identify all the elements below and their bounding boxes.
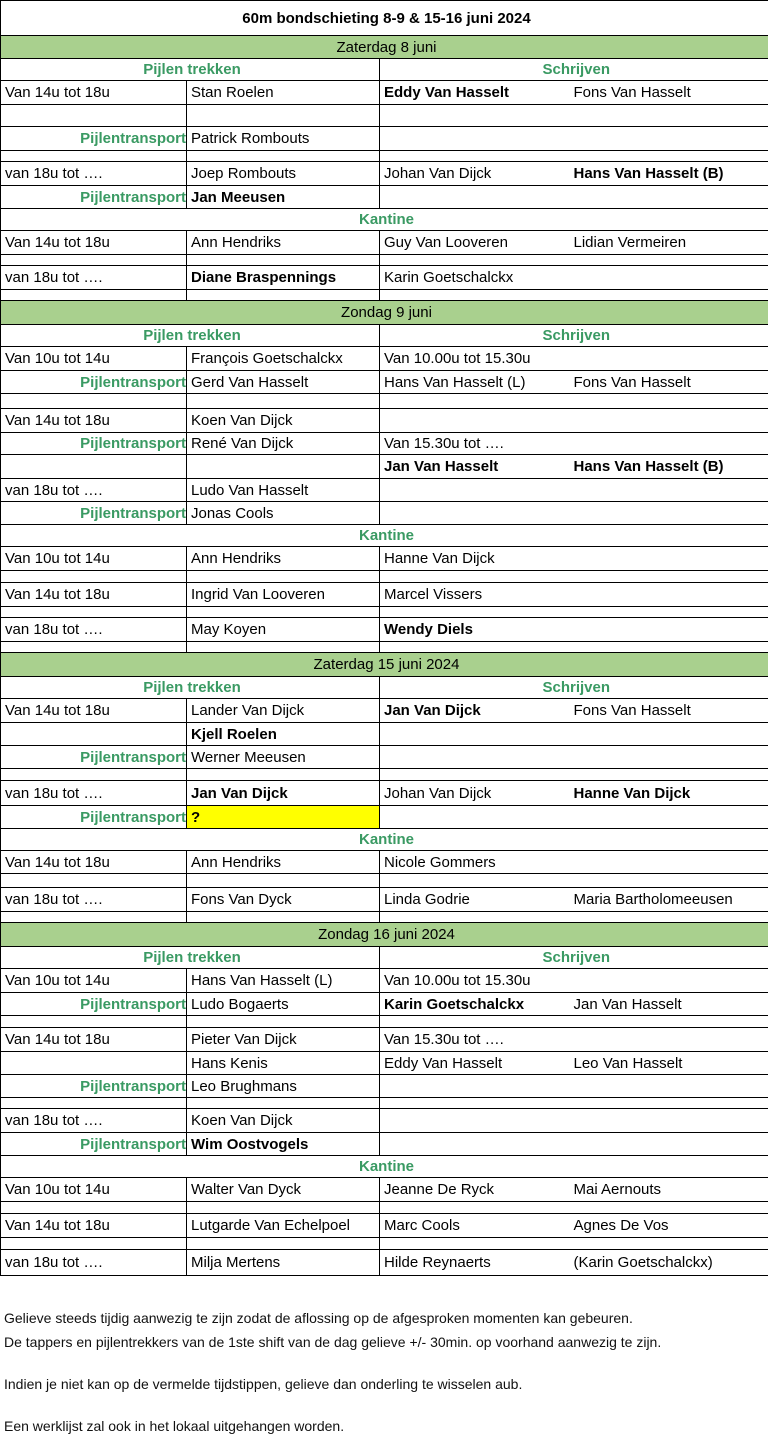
time-cell: Van 10u tot 14u <box>1 547 187 571</box>
name-cell: Hans Van Hasselt (L) <box>187 969 380 993</box>
schrijver-cell <box>570 502 768 525</box>
schrijver-cell <box>570 433 768 455</box>
pijlen-row <box>1 1052 768 1075</box>
schrijver-cell <box>380 1075 570 1098</box>
time-cell: Van 14u tot 18u <box>1 1028 187 1052</box>
name-cell: Hans Kenis <box>187 1052 380 1075</box>
time-cell: Van 14u tot 18u <box>1 409 187 433</box>
schrijver-cell <box>570 912 768 923</box>
day-header: Zaterdag 8 juni <box>1 36 768 59</box>
day-header: Zondag 16 juni 2024 <box>1 923 768 947</box>
name-cell: Ludo Van Hasselt <box>187 479 380 502</box>
time-cell: Pijlentransport <box>1 993 187 1016</box>
pijlen-row <box>1 993 768 1016</box>
name-cell: Wim Oostvogels <box>187 1133 380 1156</box>
schrijver-cell: Hans Van Hasselt (L) <box>380 371 570 394</box>
name-cell: Lander Van Dijck <box>187 699 380 723</box>
name-cell <box>187 912 380 923</box>
kantine-row <box>1 266 768 290</box>
schrijver-cell <box>380 1133 570 1156</box>
time-cell: Pijlentransport <box>1 1133 187 1156</box>
pijlen-row <box>1 502 768 525</box>
kantine-header: Kantine <box>1 525 768 547</box>
day-header-row <box>1 301 768 325</box>
time-cell: van 18u tot …. <box>1 266 187 290</box>
pijlen-row <box>1 347 768 371</box>
schrijver-cell <box>380 607 570 618</box>
pijlen-row <box>1 409 768 433</box>
kantine-row <box>1 255 768 266</box>
kantine-row <box>1 874 768 888</box>
schrijver-cell: Karin Goetschalckx <box>380 993 570 1016</box>
schrijven-header: Schrijven <box>380 677 768 699</box>
time-cell: Pijlentransport <box>1 127 187 151</box>
kantine-row <box>1 1178 768 1202</box>
pijlen-row <box>1 105 768 127</box>
name-cell <box>187 571 380 583</box>
name-cell <box>187 151 380 162</box>
time-cell: van 18u tot …. <box>1 162 187 186</box>
kantine-row <box>1 231 768 255</box>
schrijver-cell <box>570 723 768 746</box>
schrijver-cell: Van 10.00u tot 15.30u <box>380 969 570 993</box>
kantine-header-row <box>1 1156 768 1178</box>
pijlen-trekken-header: Pijlen trekken <box>1 677 380 699</box>
schrijver-cell: Linda Godrie <box>380 888 570 912</box>
pijlen-row <box>1 1016 768 1028</box>
pijlen-trekken-header: Pijlen trekken <box>1 59 380 81</box>
name-cell: François Goetschalckx <box>187 347 380 371</box>
schrijver-cell <box>380 642 570 653</box>
time-cell: Van 10u tot 14u <box>1 1178 187 1202</box>
page-title: 60m bondschieting 8-9 & 15-16 juni 2024 <box>1 1 768 36</box>
schrijver-cell: Eddy Van Hasselt <box>380 1052 570 1075</box>
name-cell <box>187 607 380 618</box>
pijlen-row <box>1 81 768 105</box>
schrijver-cell: Hilde Reynaerts <box>380 1250 570 1276</box>
name-cell: Patrick Rombouts <box>187 127 380 151</box>
kantine-row <box>1 290 768 301</box>
pijlen-row <box>1 781 768 806</box>
schrijver-cell <box>570 1098 768 1109</box>
time-cell: van 18u tot …. <box>1 1250 187 1276</box>
schrijver-cell <box>380 571 570 583</box>
kantine-row <box>1 607 768 618</box>
day-header-row <box>1 923 768 947</box>
pijlen-row <box>1 1028 768 1052</box>
pijlen-row <box>1 127 768 151</box>
time-cell: Pijlentransport <box>1 502 187 525</box>
time-cell <box>1 151 187 162</box>
schrijver-cell: Hanne Van Dijck <box>570 781 768 806</box>
day-header-row <box>1 653 768 677</box>
schrijver-cell <box>380 912 570 923</box>
name-cell: Diane Braspennings <box>187 266 380 290</box>
schrijver-cell: Agnes De Vos <box>570 1214 768 1238</box>
pijlen-row <box>1 455 768 479</box>
day-header-row <box>1 36 768 59</box>
time-cell <box>1 912 187 923</box>
schrijver-cell: Hanne Van Dijck <box>380 547 570 571</box>
schrijver-cell: Wendy Diels <box>380 618 570 642</box>
schrijver-cell: Van 15.30u tot …. <box>380 433 570 455</box>
schrijver-cell <box>380 1202 570 1214</box>
time-cell: Van 14u tot 18u <box>1 1214 187 1238</box>
title-row <box>1 1 768 36</box>
schrijver-cell <box>380 105 570 127</box>
schrijver-cell <box>570 1028 768 1052</box>
name-cell: Leo Brughmans <box>187 1075 380 1098</box>
schrijver-cell: Nicole Gommers <box>380 851 570 874</box>
kantine-row <box>1 583 768 607</box>
time-cell: Van 10u tot 14u <box>1 969 187 993</box>
schrijver-cell <box>570 583 768 607</box>
time-cell: Van 14u tot 18u <box>1 583 187 607</box>
pijlen-row <box>1 806 768 829</box>
time-cell: van 18u tot …. <box>1 1109 187 1133</box>
schrijver-cell: Leo Van Hasselt <box>570 1052 768 1075</box>
schrijver-cell <box>380 151 570 162</box>
schrijver-cell: Fons Van Hasselt <box>570 371 768 394</box>
schrijver-cell <box>570 969 768 993</box>
kantine-row <box>1 1250 768 1276</box>
notes-section <box>4 1310 764 1434</box>
time-cell <box>1 394 187 409</box>
schrijver-cell <box>570 1202 768 1214</box>
name-cell: Ann Hendriks <box>187 851 380 874</box>
name-cell: Jan Meeusen <box>187 186 380 209</box>
schrijver-cell <box>570 266 768 290</box>
schrijver-cell <box>570 255 768 266</box>
name-cell: Werner Meeusen <box>187 746 380 769</box>
schrijver-cell <box>570 851 768 874</box>
name-cell: May Koyen <box>187 618 380 642</box>
schrijver-cell <box>380 502 570 525</box>
pijlen-row <box>1 371 768 394</box>
pijlen-row <box>1 479 768 502</box>
kantine-row <box>1 618 768 642</box>
time-cell <box>1 1238 187 1250</box>
day-header: Zondag 9 juni <box>1 301 768 325</box>
schrijver-cell <box>570 394 768 409</box>
time-cell <box>1 1202 187 1214</box>
pijlen-row <box>1 969 768 993</box>
kantine-header: Kantine <box>1 1156 768 1178</box>
time-cell: Van 10u tot 14u <box>1 347 187 371</box>
name-cell <box>187 1016 380 1028</box>
name-cell: Ingrid Van Looveren <box>187 583 380 607</box>
schrijver-cell: Karin Goetschalckx <box>380 266 570 290</box>
schrijver-cell: Jan Van Hasselt <box>570 993 768 1016</box>
schrijver-cell: Lidian Vermeiren <box>570 231 768 255</box>
name-cell: Pieter Van Dijck <box>187 1028 380 1052</box>
pijlen-trekken-header: Pijlen trekken <box>1 947 380 969</box>
time-cell <box>1 455 187 479</box>
time-cell: van 18u tot …. <box>1 781 187 806</box>
schrijver-cell: Maria Bartholomeeusen <box>570 888 768 912</box>
schrijver-cell: Johan Van Dijck <box>380 162 570 186</box>
schrijver-cell: Marc Cools <box>380 1214 570 1238</box>
name-cell <box>187 1238 380 1250</box>
name-cell: Gerd Van Hasselt <box>187 371 380 394</box>
kantine-row <box>1 1214 768 1238</box>
schrijver-cell <box>570 409 768 433</box>
time-cell: Pijlentransport <box>1 371 187 394</box>
kantine-row <box>1 547 768 571</box>
section-header-row <box>1 59 768 81</box>
name-cell: Ann Hendriks <box>187 231 380 255</box>
kantine-row <box>1 851 768 874</box>
name-cell: Koen Van Dijck <box>187 1109 380 1133</box>
pijlen-row <box>1 186 768 209</box>
section-header-row <box>1 947 768 969</box>
schrijver-cell: Jan Van Hasselt <box>380 455 570 479</box>
name-cell: Walter Van Dyck <box>187 1178 380 1202</box>
name-cell: Fons Van Dyck <box>187 888 380 912</box>
schrijver-cell <box>380 1238 570 1250</box>
time-cell <box>1 607 187 618</box>
time-cell: van 18u tot …. <box>1 888 187 912</box>
time-cell: Van 14u tot 18u <box>1 81 187 105</box>
name-cell <box>187 290 380 301</box>
time-cell: Pijlentransport <box>1 746 187 769</box>
name-cell: Milja Mertens <box>187 1250 380 1276</box>
section-header-row <box>1 325 768 347</box>
schrijver-cell <box>570 607 768 618</box>
schrijver-cell <box>570 347 768 371</box>
pijlen-row <box>1 699 768 723</box>
kantine-row <box>1 1238 768 1250</box>
time-cell <box>1 255 187 266</box>
time-cell <box>1 769 187 781</box>
schrijver-cell: Hans Van Hasselt (B) <box>570 455 768 479</box>
schrijver-cell <box>570 1238 768 1250</box>
time-cell <box>1 723 187 746</box>
schrijver-cell <box>570 1016 768 1028</box>
pijlen-trekken-header: Pijlen trekken <box>1 325 380 347</box>
schrijver-cell <box>570 806 768 829</box>
pijlen-row <box>1 746 768 769</box>
schrijver-cell <box>570 571 768 583</box>
schrijver-cell <box>380 127 570 151</box>
name-cell: Ann Hendriks <box>187 547 380 571</box>
schrijver-cell <box>380 874 570 888</box>
time-cell: Van 14u tot 18u <box>1 851 187 874</box>
kantine-header: Kantine <box>1 829 768 851</box>
name-cell: ? <box>187 806 380 829</box>
name-cell <box>187 1202 380 1214</box>
pijlen-row <box>1 1098 768 1109</box>
time-cell <box>1 290 187 301</box>
name-cell: Kjell Roelen <box>187 723 380 746</box>
schrijver-cell <box>570 642 768 653</box>
schrijver-cell <box>570 1075 768 1098</box>
schrijven-header: Schrijven <box>380 947 768 969</box>
schrijven-header: Schrijven <box>380 59 768 81</box>
schrijver-cell <box>380 1109 570 1133</box>
note-line: Gelieve steeds tijdig aanwezig te zijn zodat de aflossing op de afgesproken momenten kan gebeuren. <box>4 1310 633 1326</box>
schrijver-cell: Jan Van Dijck <box>380 699 570 723</box>
time-cell <box>1 1016 187 1028</box>
time-cell: Van 14u tot 18u <box>1 231 187 255</box>
schrijver-cell <box>380 806 570 829</box>
schrijver-cell: Johan Van Dijck <box>380 781 570 806</box>
schrijver-cell <box>380 394 570 409</box>
schrijver-cell <box>380 1016 570 1028</box>
schrijver-cell: Fons Van Hasselt <box>570 81 768 105</box>
kantine-row <box>1 888 768 912</box>
schrijver-cell <box>570 151 768 162</box>
pijlen-row <box>1 1075 768 1098</box>
time-cell <box>1 105 187 127</box>
kantine-row <box>1 571 768 583</box>
schrijver-cell <box>570 1133 768 1156</box>
schrijver-cell <box>570 547 768 571</box>
name-cell: Joep Rombouts <box>187 162 380 186</box>
schrijver-cell: Fons Van Hasselt <box>570 699 768 723</box>
pijlen-row <box>1 723 768 746</box>
name-cell: Jonas Cools <box>187 502 380 525</box>
name-cell <box>187 394 380 409</box>
time-cell <box>1 642 187 653</box>
name-cell <box>187 105 380 127</box>
pijlen-row <box>1 769 768 781</box>
note-line: De tappers en pijlentrekkers van de 1ste shift van de dag gelieve +/- 30min. op voorhand aanwezig te zijn. <box>4 1334 662 1350</box>
kantine-header: Kantine <box>1 209 768 231</box>
schrijver-cell: Eddy Van Hasselt <box>380 81 570 105</box>
time-cell: Pijlentransport <box>1 806 187 829</box>
kantine-row <box>1 912 768 923</box>
name-cell: Koen Van Dijck <box>187 409 380 433</box>
time-cell: Pijlentransport <box>1 1075 187 1098</box>
schrijver-cell <box>570 769 768 781</box>
schrijven-header: Schrijven <box>380 325 768 347</box>
schrijver-cell <box>380 769 570 781</box>
pijlen-row <box>1 1109 768 1133</box>
day-header: Zaterdag 15 juni 2024 <box>1 653 768 677</box>
schrijver-cell <box>570 186 768 209</box>
schrijver-cell: Hans Van Hasselt (B) <box>570 162 768 186</box>
time-cell: Van 14u tot 18u <box>1 699 187 723</box>
schrijver-cell <box>380 1098 570 1109</box>
name-cell <box>187 642 380 653</box>
schrijver-cell <box>380 255 570 266</box>
name-cell: Stan Roelen <box>187 81 380 105</box>
schrijver-cell: Van 10.00u tot 15.30u <box>380 347 570 371</box>
kantine-row <box>1 1202 768 1214</box>
time-cell <box>1 571 187 583</box>
time-cell: van 18u tot …. <box>1 618 187 642</box>
schrijver-cell: Van 15.30u tot …. <box>380 1028 570 1052</box>
kantine-header-row <box>1 209 768 231</box>
name-cell: René Van Dijck <box>187 433 380 455</box>
pijlen-row <box>1 394 768 409</box>
pijlen-row <box>1 1133 768 1156</box>
kantine-header-row <box>1 829 768 851</box>
schrijver-cell: (Karin Goetschalckx) <box>570 1250 768 1276</box>
schrijver-cell <box>570 1109 768 1133</box>
schrijver-cell <box>570 874 768 888</box>
schrijver-cell <box>570 105 768 127</box>
name-cell <box>187 255 380 266</box>
time-cell: van 18u tot …. <box>1 479 187 502</box>
schrijver-cell <box>570 127 768 151</box>
pijlen-row <box>1 162 768 186</box>
schrijver-cell <box>380 409 570 433</box>
name-cell: Ludo Bogaerts <box>187 993 380 1016</box>
schrijver-cell <box>570 618 768 642</box>
name-cell: Lutgarde Van Echelpoel <box>187 1214 380 1238</box>
note-line: Indien je niet kan op de vermelde tijdstippen, gelieve dan onderling te wisselen aub. <box>4 1376 523 1392</box>
schrijver-cell: Jeanne De Ryck <box>380 1178 570 1202</box>
name-cell: Jan Van Dijck <box>187 781 380 806</box>
schrijver-cell: Guy Van Looveren <box>380 231 570 255</box>
schrijver-cell <box>380 746 570 769</box>
schrijver-cell <box>380 723 570 746</box>
time-cell <box>1 1052 187 1075</box>
note-line: Een werklijst zal ook in het lokaal uitgehangen worden. <box>4 1418 345 1434</box>
time-cell: Pijlentransport <box>1 433 187 455</box>
schrijver-cell: Marcel Vissers <box>380 583 570 607</box>
schrijver-cell <box>570 746 768 769</box>
schrijver-cell <box>570 290 768 301</box>
pijlen-row <box>1 433 768 455</box>
name-cell <box>187 455 380 479</box>
schrijver-cell <box>380 186 570 209</box>
schrijver-cell <box>380 479 570 502</box>
schrijver-cell: Mai Aernouts <box>570 1178 768 1202</box>
pijlen-row <box>1 151 768 162</box>
kantine-header-row <box>1 525 768 547</box>
time-cell: Pijlentransport <box>1 186 187 209</box>
name-cell <box>187 769 380 781</box>
name-cell <box>187 874 380 888</box>
schrijver-cell <box>570 479 768 502</box>
kantine-row <box>1 642 768 653</box>
time-cell <box>1 874 187 888</box>
section-header-row <box>1 677 768 699</box>
time-cell <box>1 1098 187 1109</box>
name-cell <box>187 1098 380 1109</box>
schrijver-cell <box>380 290 570 301</box>
